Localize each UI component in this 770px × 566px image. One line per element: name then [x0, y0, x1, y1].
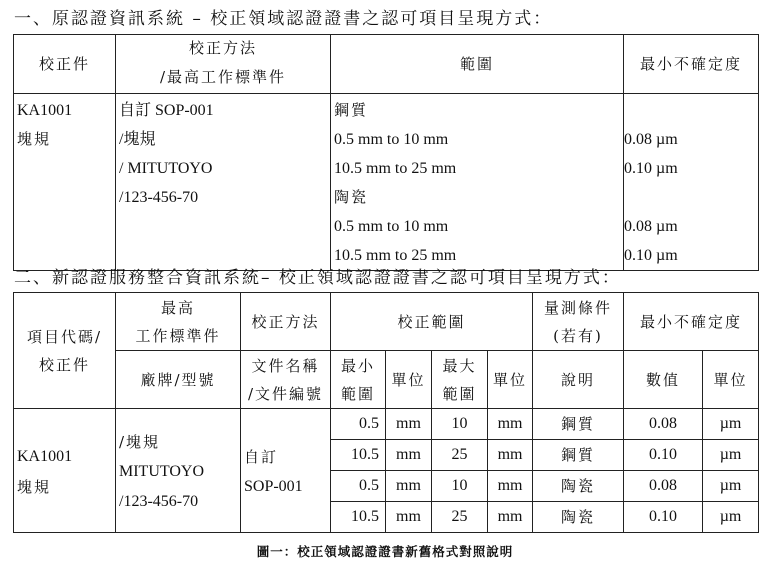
method-line: /123-456-70	[119, 189, 199, 206]
min-unit: mm	[386, 471, 432, 502]
standard-line: /塊規	[119, 432, 161, 451]
new-format-table	[13, 292, 759, 533]
header-value-unit: 單位	[703, 351, 759, 409]
header-condition-line2: (若有)	[553, 326, 603, 345]
header-method	[116, 35, 331, 94]
min-value: 0.5	[331, 471, 386, 502]
uncertainty-value: 0.08	[624, 471, 703, 502]
header-min-unit: 單位	[386, 351, 432, 409]
uncertainty-line: 0.08 µm	[624, 218, 678, 235]
standard-line: MITUTOYO	[119, 462, 205, 480]
table-row	[14, 409, 759, 440]
item-name: 塊規	[17, 477, 52, 496]
table-row	[14, 94, 759, 271]
header-min-range	[331, 351, 386, 409]
uncertainty-value: 0.10	[624, 440, 703, 471]
header-uncertainty: 最小不確定度	[624, 293, 759, 351]
header-uncertainty: 最小不確定度	[624, 35, 759, 94]
description: 鋼質	[533, 409, 624, 440]
standard-line: /123-456-70	[119, 492, 199, 510]
section1-heading: 一、原認證資訊系統 – 校正領域認證證書之認可項目呈現方式：	[14, 9, 553, 29]
header-max-line1: 最大	[442, 356, 477, 375]
header-method-line2: /最高工作標準件	[159, 68, 287, 86]
standard-cell	[116, 409, 241, 533]
item-cell	[14, 94, 116, 271]
range-line: 0.5 mm to 10 mm	[334, 218, 449, 235]
original-format-table	[13, 34, 759, 271]
uncertainty-line	[624, 96, 758, 125]
max-unit: mm	[488, 409, 533, 440]
header-min-line1: 最小	[340, 356, 375, 375]
header-item-line2: 校正件	[38, 355, 90, 374]
header-max-line2: 範圍	[442, 384, 477, 403]
header-value: 數值	[624, 351, 703, 409]
range-line: 0.5 mm to 10 mm	[334, 131, 449, 148]
header-doc-line2: /文件編號	[247, 384, 324, 403]
header-method: 校正方法	[241, 293, 331, 351]
header-item-code	[14, 293, 116, 409]
range-material: 陶瓷	[334, 188, 369, 206]
max-unit: mm	[488, 471, 533, 502]
max-value: 10	[432, 471, 488, 502]
range-material: 鋼質	[334, 101, 369, 119]
header-standard-line2: 工作標準件	[135, 326, 221, 345]
header-brand-model: 廠牌/型號	[116, 351, 241, 409]
range-line: 10.5 mm to 25 mm	[334, 160, 457, 177]
figure-caption: 圖一：校正領域認證證書新舊格式對照說明	[256, 544, 514, 559]
method-line: /塊規	[119, 131, 156, 148]
uncertainty-value: 0.08	[624, 409, 703, 440]
min-unit: mm	[386, 502, 432, 533]
section2-heading: 二、新認證服務整合資訊系統– 校正領域認證證書之認可項目呈現方式：	[14, 268, 621, 288]
header-doc-line1: 文件名稱	[251, 356, 320, 375]
header-range: 範圍	[331, 35, 624, 94]
uncertainty-cell	[624, 94, 759, 271]
item-cell	[14, 409, 116, 533]
item-code: KA1001	[17, 447, 73, 465]
header-item: 校正件	[14, 35, 116, 94]
uncertainty-line	[624, 183, 758, 212]
header-max-range	[432, 351, 488, 409]
max-unit: mm	[488, 440, 533, 471]
method-cell	[241, 409, 331, 533]
uncertainty-line: 0.08 µm	[624, 131, 678, 148]
description: 陶瓷	[533, 471, 624, 502]
max-unit: mm	[488, 502, 533, 533]
header-min-line2: 範圍	[340, 384, 375, 403]
method-line: / MITUTOYO	[119, 160, 213, 177]
method-line: 自訂 SOP-001	[119, 102, 214, 119]
uncertainty-line: 0.10 µm	[624, 247, 678, 264]
header-condition-line1: 量測條件	[544, 298, 613, 317]
item-name: 塊規	[17, 130, 52, 148]
min-unit: mm	[386, 409, 432, 440]
min-unit: mm	[386, 440, 432, 471]
header-standard	[116, 293, 241, 351]
description: 陶瓷	[533, 502, 624, 533]
min-value: 10.5	[331, 502, 386, 533]
header-condition	[533, 293, 624, 351]
range-line: 10.5 mm to 25 mm	[334, 247, 457, 264]
method-line: 自訂	[244, 447, 279, 466]
uncertainty-line: 0.10 µm	[624, 160, 678, 177]
item-code: KA1001	[17, 102, 73, 119]
method-cell	[116, 94, 331, 271]
max-value: 10	[432, 409, 488, 440]
header-range: 校正範圍	[331, 293, 533, 351]
uncertainty-unit: µm	[703, 502, 759, 533]
header-description: 說明	[533, 351, 624, 409]
description: 鋼質	[533, 440, 624, 471]
uncertainty-unit: µm	[703, 471, 759, 502]
max-value: 25	[432, 502, 488, 533]
header-standard-line1: 最高	[160, 298, 195, 317]
uncertainty-unit: µm	[703, 409, 759, 440]
min-value: 10.5	[331, 440, 386, 471]
range-cell	[331, 94, 624, 271]
uncertainty-value: 0.10	[624, 502, 703, 533]
uncertainty-unit: µm	[703, 440, 759, 471]
header-max-unit: 單位	[488, 351, 533, 409]
method-line: SOP-001	[244, 477, 303, 495]
header-method-line1: 校正方法	[188, 39, 257, 57]
min-value: 0.5	[331, 409, 386, 440]
header-item-line1: 項目代碼/	[26, 327, 103, 346]
max-value: 25	[432, 440, 488, 471]
header-document	[241, 351, 331, 409]
